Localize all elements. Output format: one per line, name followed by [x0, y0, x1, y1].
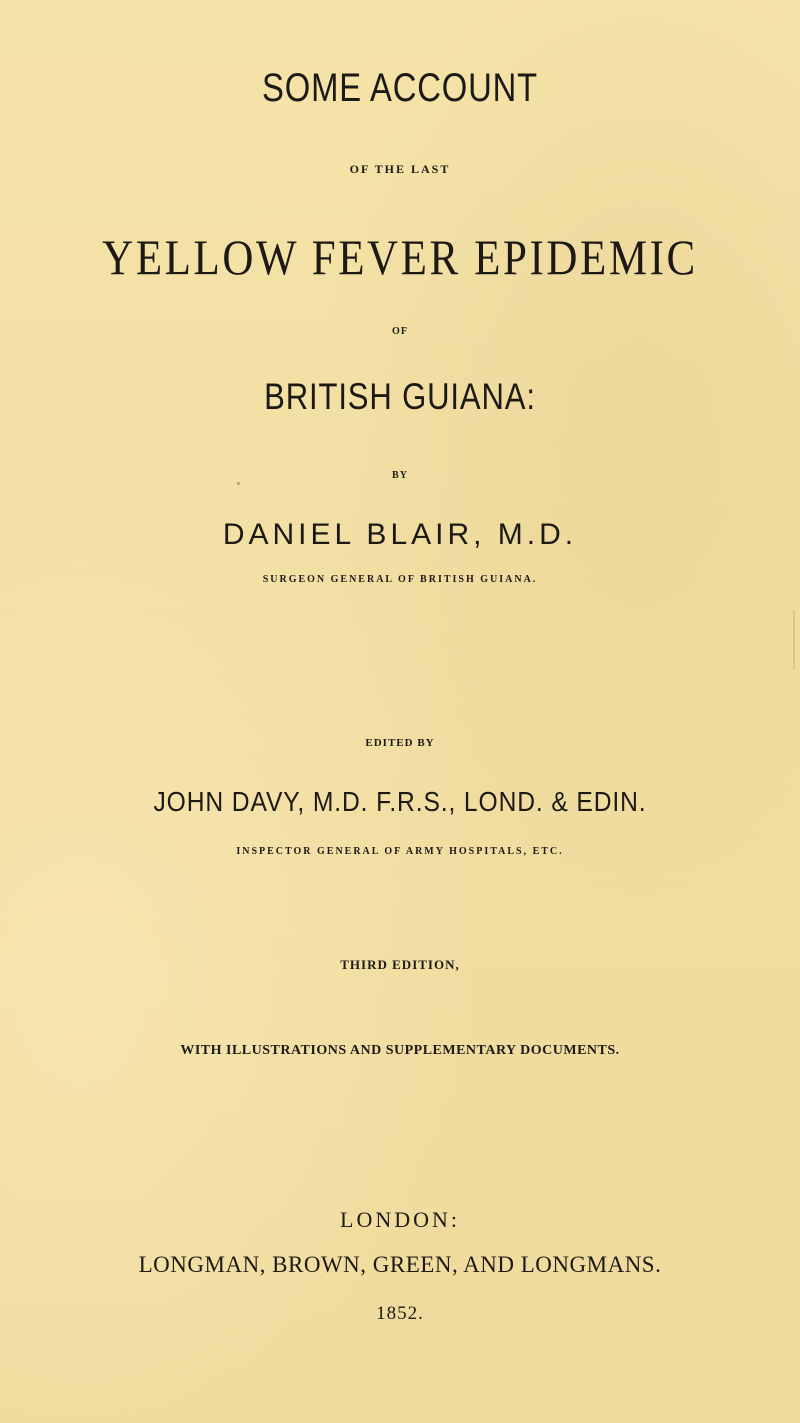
- editor-title: INSPECTOR GENERAL OF ARMY HOSPITALS, ETC.: [236, 846, 564, 857]
- title-line-yellow-fever-epidemic: YELLOW FEVER EPIDEMIC: [102, 229, 698, 285]
- connector-by: BY: [392, 470, 408, 481]
- connector-edited-by: EDITED BY: [365, 737, 435, 749]
- editor-name: JOHN DAVY, M.D. F.R.S., LOND. & EDIN.: [153, 786, 647, 817]
- author-title: SURGEON GENERAL OF BRITISH GUIANA.: [262, 574, 538, 585]
- title-line-british-guiana: BRITISH GUIANA:: [264, 376, 536, 417]
- imprint-year: 1852.: [376, 1303, 424, 1324]
- edition-statement: THIRD EDITION,: [340, 957, 460, 972]
- connector-of: OF: [392, 326, 408, 337]
- author-name: DANIEL BLAIR, M.D.: [222, 518, 578, 551]
- ink-speck: [237, 482, 240, 485]
- paper-fold-line: [793, 610, 795, 670]
- imprint-publisher: LONGMAN, BROWN, GREEN, AND LONGMANS.: [138, 1252, 662, 1277]
- subtitle-of-the-last: OF THE LAST: [349, 162, 451, 176]
- title-line-some-account: SOME ACCOUNT: [262, 66, 538, 110]
- edition-note: WITH ILLUSTRATIONS AND SUPPLEMENTARY DOCUMENTS.: [180, 1043, 620, 1058]
- imprint-place: LONDON:: [340, 1207, 460, 1232]
